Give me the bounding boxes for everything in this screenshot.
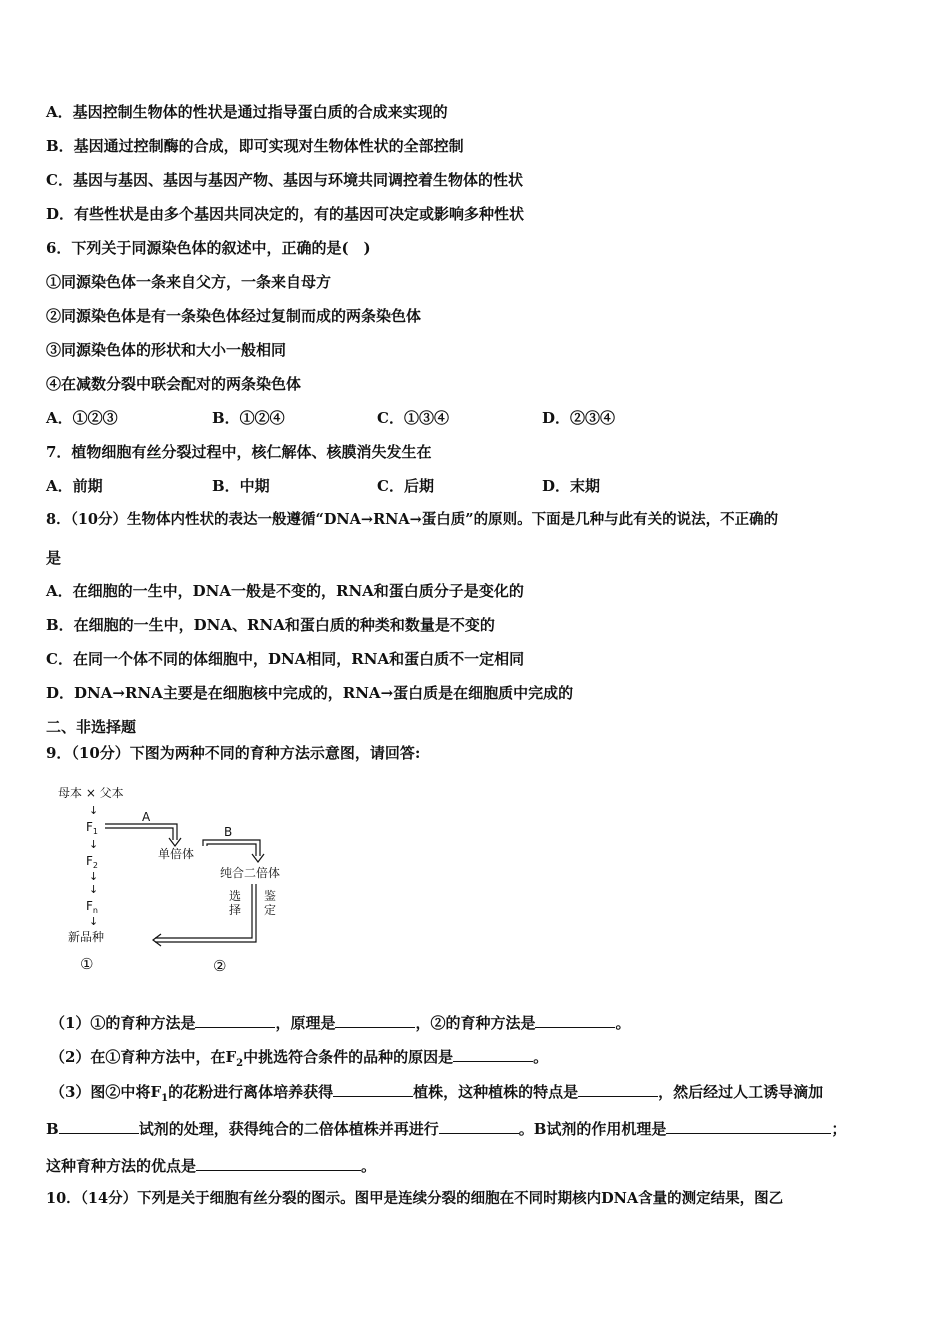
q6-statement-3: ③同源染色体的形状和大小一般相同 xyxy=(46,341,287,359)
q7-option-d: D．末期 xyxy=(542,477,601,495)
diagram-identify: 鉴定 xyxy=(264,889,277,917)
diagram-new-variety: 新品种 xyxy=(68,930,105,944)
q6-statement-2: ②同源染色体是有一条染色体经过复制而成的两条染色体 xyxy=(46,307,422,325)
diagram-fn: $F_n$ xyxy=(86,899,98,915)
answer-blank[interactable] xyxy=(578,1080,658,1097)
svg-text:↓: ↓ xyxy=(89,804,99,817)
section2-title: 二、非选择题 xyxy=(46,718,137,736)
q8-stem-line2: 是 xyxy=(46,549,62,567)
q9-sub3-line2: B 试剂的处理，获得纯合的二倍体植株并再进行 。B试剂的作用机理是 ； xyxy=(46,1117,846,1139)
q7-option-c: C．后期 xyxy=(377,477,434,495)
diagram-f1: $F_1$ xyxy=(86,820,98,836)
q5-option-c: C．基因与基因、基因与基因产物、基因与环境共同调控着生物体的性状 xyxy=(46,171,523,189)
q6-option-c: C．①③④ xyxy=(377,409,449,427)
q5-option-b: B．基因通过控制酶的合成，即可实现对生物体性状的全部控制 xyxy=(46,137,464,155)
breeding-diagram xyxy=(55,780,305,980)
q8-option-d: D．DNA→RNA主要是在细胞核中完成的，RNA→蛋白质是在细胞质中完成的 xyxy=(46,684,574,702)
q8-stem-line1: 8．（10分）生物体内性状的表达一般遵循“DNA→RNA→蛋白质”的原则。下面是几种与此有关的说法，不正确的 xyxy=(46,511,779,528)
diagram-haploid: 单倍体 xyxy=(158,847,195,861)
answer-blank[interactable] xyxy=(195,1011,275,1028)
q6-statement-1: ①同源染色体一条来自父方，一条来自母方 xyxy=(46,273,332,291)
q10-stem: 10．（14分）下列是关于细胞有丝分裂的图示。图甲是连续分裂的细胞在不同时期核内DNA含量的测定结果，图乙 xyxy=(46,1190,784,1207)
svg-text:↓: ↓ xyxy=(89,883,99,896)
q7-stem: 7．植物细胞有丝分裂过程中，核仁解体、核膜消失发生在 xyxy=(46,443,432,461)
answer-blank[interactable] xyxy=(333,1080,413,1097)
q9-sub3-line3: 这种育种方法的优点是 。 xyxy=(46,1154,376,1176)
answer-blank[interactable] xyxy=(196,1154,361,1171)
q7-option-b: B．中期 xyxy=(212,477,270,495)
answer-blank[interactable] xyxy=(666,1117,831,1134)
q5-option-d: D．有些性状是由多个基因共同决定的，有的基因可决定或影响多种性状 xyxy=(46,205,525,223)
q6-statement-4: ④在减数分裂中联会配对的两条染色体 xyxy=(46,375,302,393)
q8-option-a: A．在细胞的一生中，DNA一般是不变的，RNA和蛋白质分子是变化的 xyxy=(46,582,524,600)
diagram-mark-2: ② xyxy=(213,957,227,975)
answer-blank[interactable] xyxy=(535,1011,615,1028)
answer-blank[interactable] xyxy=(453,1045,533,1062)
svg-text:↓: ↓ xyxy=(89,870,99,883)
diagram-select: 选择 xyxy=(229,889,242,917)
diagram-pure-diploid: 纯合二倍体 xyxy=(220,866,281,880)
q6-option-b: B．①②④ xyxy=(212,409,285,427)
q9-stem: 9．（10分）下图为两种不同的育种方法示意图，请回答: xyxy=(46,744,421,762)
svg-text:↓: ↓ xyxy=(89,915,99,928)
arrow-a xyxy=(105,824,181,846)
answer-blank[interactable] xyxy=(439,1117,519,1134)
diagram-f2: $F_2$ xyxy=(86,854,98,870)
diagram-mark-1: ① xyxy=(80,955,94,973)
q9-sub1: （1）①的育种方法是 ，原理是 ，②的育种方法是 。 xyxy=(50,1011,631,1033)
answer-blank[interactable] xyxy=(59,1117,139,1134)
q9-sub2: （2）在①育种方法中，在$F_2$中挑选符合条件的品种的原因是 。 xyxy=(50,1045,548,1074)
diagram-label-b: B xyxy=(224,825,233,839)
q9-sub3-line1: （3）图②中将$F_1$的花粉进行离体培养获得 植株，这种植株的特点是 ，然后经过人工诱导滴加 xyxy=(50,1080,823,1109)
q8-option-b: B．在细胞的一生中，DNA、RNA和蛋白质的种类和数量是不变的 xyxy=(46,616,495,634)
arrow-b xyxy=(203,840,264,862)
q6-stem: 6．下列关于同源染色体的叙述中，正确的是( ) xyxy=(46,239,371,257)
q7-option-a: A．前期 xyxy=(46,477,103,495)
q8-option-c: C．在同一个体不同的体细胞中，DNA相同，RNA和蛋白质不一定相同 xyxy=(46,650,525,668)
answer-blank[interactable] xyxy=(335,1011,415,1028)
diagram-parents: 母本 × 父本 xyxy=(58,786,124,800)
q6-option-d: D．②③④ xyxy=(542,409,616,427)
q6-option-a: A．①②③ xyxy=(46,409,118,427)
q5-option-a: A．基因控制生物体的性状是通过指导蛋白质的合成来实现的 xyxy=(46,103,448,121)
diagram-label-a: A xyxy=(142,810,151,824)
svg-text:↓: ↓ xyxy=(89,838,99,851)
